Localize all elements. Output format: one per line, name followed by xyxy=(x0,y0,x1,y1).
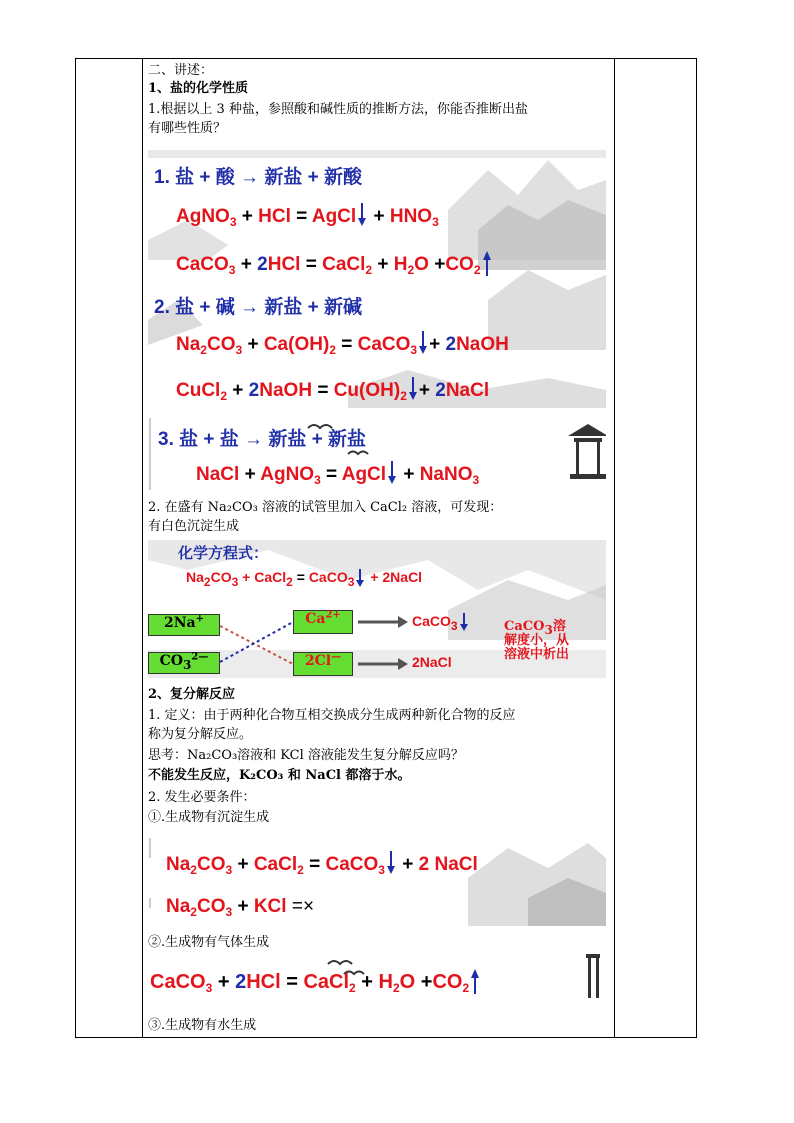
up-arrow-icon xyxy=(469,968,481,994)
down-arrow-icon xyxy=(386,460,398,486)
question-1-line-2: 有哪些性质？ xyxy=(148,121,227,136)
reaction-3-equation: NaCl + AgNO$_3$ = AgCl + NaNO$_3$ xyxy=(196,460,479,486)
gas-slide xyxy=(148,954,606,1004)
column-divider-right xyxy=(614,59,615,1037)
reaction-1-label: 1. 盐 + 酸 → 新盐 + 新酸 xyxy=(154,167,362,188)
ion-box-carbonate: $CO_3^{2—}$ xyxy=(148,652,220,674)
slide-2-equation: $Na_2CO_3$ + CaCl$_2$ = CaCO$_3$ + 2NaCl xyxy=(186,569,423,589)
condition-2: ②.生成物有气体生成 xyxy=(148,935,270,950)
reaction-slide-1 xyxy=(148,150,606,408)
salt-props-title: 1、盐的化学性质 xyxy=(148,81,249,96)
column-divider-left xyxy=(142,59,143,1037)
question-2-answer: 有白色沉淀生成 xyxy=(148,519,240,534)
product-sodium-chloride: 2NaCl xyxy=(412,654,452,670)
slide-2-title: 化学方程式： xyxy=(178,544,269,562)
down-arrow-icon xyxy=(407,376,419,402)
solubility-note: CaCO$_3$溶 解度小，从 溶液中析出 xyxy=(504,619,570,662)
definition-line-1: 1. 定义：由于两种化合物互相交换成分生成两种新化合物的反应 xyxy=(148,708,516,723)
reaction-1-equation-2: CaCO$_3$ + 2HCl = CaCl$_2$ + $H_2O +CO_2$ xyxy=(176,250,493,276)
ion-exchange-slide xyxy=(148,540,606,678)
down-arrow-icon xyxy=(417,330,429,356)
ion-box-chloride: 2Cl— xyxy=(293,652,353,676)
question-2-line: 2. 在盛有 Na₂CO₃ 溶液的试管里加入 CaCl₂ 溶液，可发现： xyxy=(148,500,503,515)
reaction-3-label: 3. 盐 + 盐 → 新盐 + 新盐 xyxy=(158,429,366,450)
reaction-slide-1b xyxy=(148,416,606,492)
down-arrow-icon xyxy=(356,202,368,228)
definition-line-2: 称为复分解反应。 xyxy=(148,727,253,742)
reaction-2-equation-1: $Na_2CO_3 + Ca(OH)_2$ = CaCO$_3$ + 2NaOH xyxy=(176,330,509,356)
section-heading: 二、讲述： xyxy=(148,63,214,78)
think-question: 思考：Na₂CO₃溶液和 KCl 溶液能发生复分解反应吗？ xyxy=(148,748,464,763)
precipitate-equation-1: $Na_2CO_3$ + CaCl$_2$ = CaCO$_3$ + 2 NaCl xyxy=(166,850,478,876)
precipitate-equation-2: $Na_2CO_3$ + KCl =× xyxy=(166,896,315,919)
conditions-title: 2. 发生必要条件： xyxy=(148,790,256,805)
ion-box-calcium: $Ca^{2+}$ xyxy=(293,610,353,634)
reaction-2-equation-2: CuCl$_2$ + 2NaOH = $Cu(OH)_2$ + 2NaCl xyxy=(176,376,489,402)
product-calcium-carbonate: CaCO$_3$ xyxy=(412,612,470,632)
gas-equation: CaCO$_3$ + 2HCl = CaCl$_2$ + $H_2O +CO_2$ xyxy=(150,968,481,994)
down-arrow-icon xyxy=(458,612,470,632)
ion-box-sodium: 2Na+ xyxy=(148,614,220,636)
condition-3: ③.生成物有水生成 xyxy=(148,1018,257,1033)
condition-1: ①.生成物有沉淀生成 xyxy=(148,810,270,825)
up-arrow-icon xyxy=(481,250,493,276)
question-1-line-1: 1.根据以上 3 种盐，参照酸和碱性质的推断方法，你能否推断出盐 xyxy=(148,102,528,117)
think-answer: 不能发生反应，K₂CO₃ 和 NaCl 都溶于水。 xyxy=(148,768,411,783)
double-decomposition-title: 2、复分解反应 xyxy=(148,687,236,702)
reaction-2-label: 2. 盐 + 碱 → 新盐 + 新碱 xyxy=(154,297,362,318)
reaction-1-equation-1: AgNO$_3$ + HCl = AgCl + $HNO_3$ xyxy=(176,202,439,228)
down-arrow-icon xyxy=(385,850,397,876)
precipitate-slide xyxy=(148,838,606,926)
